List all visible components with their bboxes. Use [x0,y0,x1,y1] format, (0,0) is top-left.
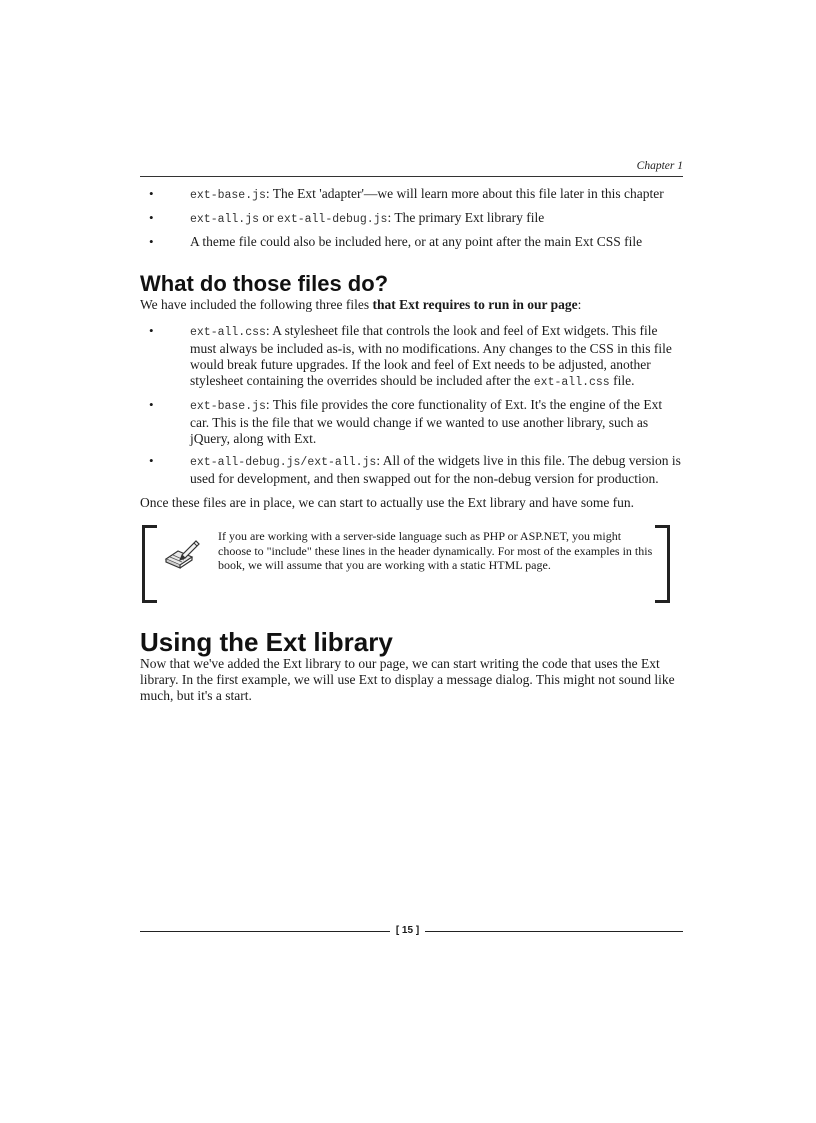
intro-bold-text: that Ext requires to run in our page [372,297,578,312]
list-item-text: : This file provides the core functionality of Ext. It's the engine of the Ext car. This is the file that we would change if we wanted to use another library, such as jQuery, along with Ext. [190,397,663,446]
list-item-text: : All of the widgets live in this file. The debug version is used for development, and then swapped out for the non-debug version for production. [190,453,681,486]
list-item [140,323,683,391]
page-footer [140,924,683,938]
intro-text: We have included the following three files [140,297,373,312]
list-item-text: A theme file could also be included here, or at any point after the main Ext CSS file [190,234,643,249]
section-intro [140,297,683,313]
inline-code: ext-all.css [533,376,610,389]
file-description-list [140,323,683,487]
list-item [140,397,683,447]
inline-code: ext-all-debug.js/ext-all.js [190,456,377,469]
bullet-icon: • [149,186,154,201]
inline-code: ext-all.css [190,326,266,339]
list-item-text: file. [609,373,635,388]
note-text: If you are working with a server-side language such as PHP or ASP.NET, you might choose to "include" these lines in the header dynamically. For most of the examples in this book, we will assume that you are working with a static HTML page. [218,529,653,572]
bullet-icon: • [149,397,154,412]
bullet-icon: • [149,323,154,338]
list-item-connector: or [259,210,278,225]
bullet-icon: • [149,234,154,249]
running-head: Chapter 1 [636,160,683,172]
note-box [140,525,683,600]
bullet-icon: • [149,453,154,468]
list-item-text: : The primary Ext library file [387,210,545,225]
intro-end: : [577,297,582,312]
section-heading-using: Using the Ext library [140,627,393,657]
section-heading-files: What do those files do? [140,271,389,296]
header-rule [140,176,683,177]
footer-rule-right [425,931,683,932]
right-bracket [655,525,670,603]
inline-code: ext-all.js [190,213,260,226]
section-outro: Once these files are in place, we can start to actually use the Ext library and have some fun. [140,495,635,510]
page-content [140,186,683,704]
page-number: [ 15 ] [395,925,420,936]
list-item [140,234,683,250]
list-item-text: : The Ext 'adapter'—we will learn more about this file later in this chapter [265,186,664,201]
top-file-list [140,186,683,250]
inline-code: ext-base.js [190,400,266,413]
pencil-note-icon [162,535,202,575]
inline-code: ext-base.js [190,189,266,202]
inline-code: ext-all-debug.js [277,213,388,226]
left-bracket [142,525,157,603]
list-item-text: : A stylesheet file that controls the look and feel of Ext widgets. This file must always be included as-is, with no modifications. Any changes to the CSS in this file would break future upgrades. If the look and feel of Ext needs to be adjusted, another stylesheet containing the overrides should be included after the [190,323,672,388]
list-item [140,186,683,204]
bullet-icon: • [149,210,154,225]
list-item [140,210,683,228]
footer-rule-left [140,931,390,932]
list-item [140,453,683,487]
section-body: Now that we've added the Ext library to our page, we can start writing the code that uses the Ext library. In the first example, we will use Ext to display a message dialog. This might not sound like much, but it's a start. [140,656,675,703]
